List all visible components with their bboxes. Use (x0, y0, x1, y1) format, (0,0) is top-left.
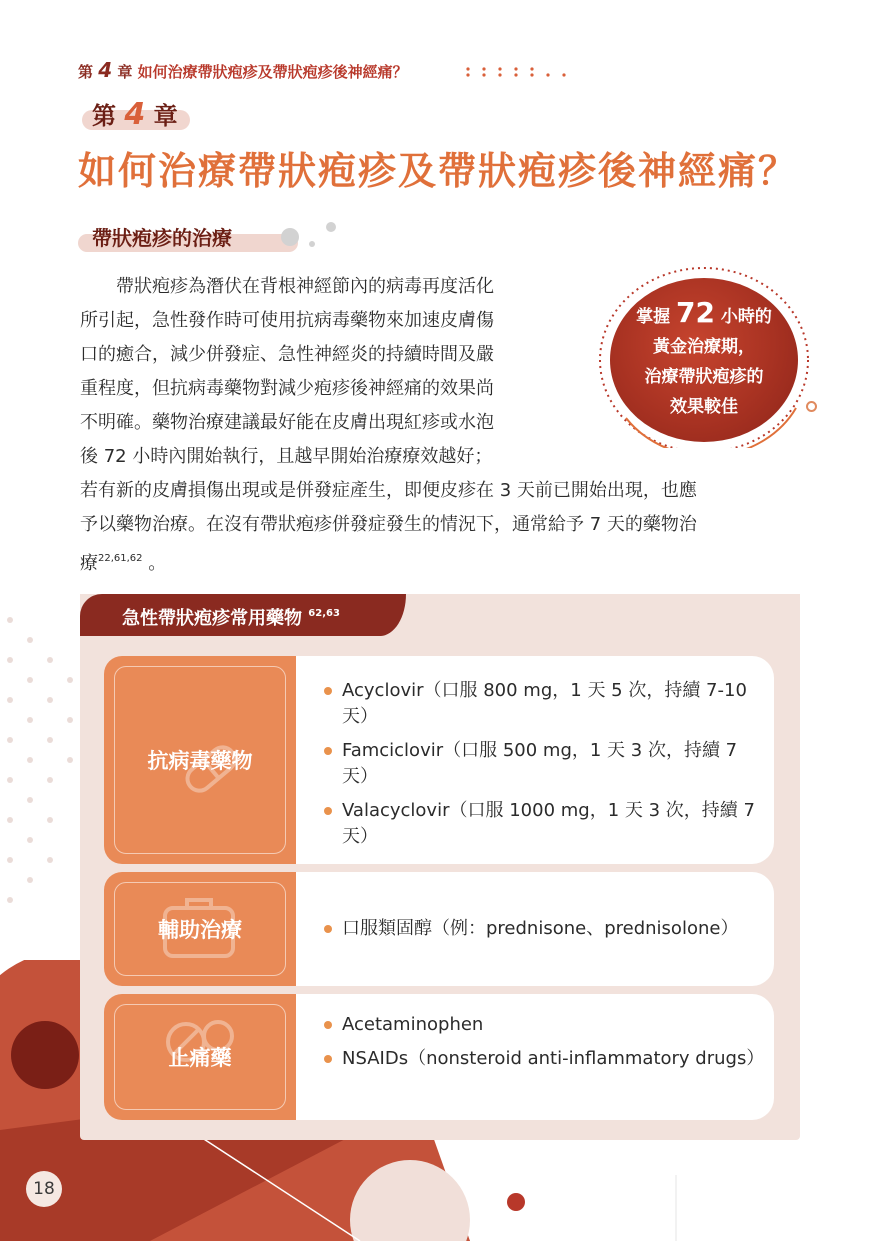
category-label: 止痛藥 (168, 1046, 232, 1070)
running-header-title: 如何治療帶狀疱疹及帶狀疱疹後神經痛？ (137, 63, 408, 81)
body-line: 帶狀疱疹為潛伏在背根神經節內的病毒再度活化 (116, 276, 494, 297)
medication-item: Acyclovir（口服 800 mg，1 天 5 次，持續 7-10 天） (322, 678, 760, 730)
decorative-dot (309, 241, 315, 247)
body-line: 所引起，急性發作時可使用抗病毒藥物來加速皮膚傷 (80, 310, 494, 331)
medication-row-antiviral (104, 656, 774, 864)
medication-list (296, 994, 774, 1120)
category-cell (104, 656, 296, 864)
medication-item: NSAIDs（nonsteroid anti-inflammatory drugs） (322, 1046, 760, 1072)
callout-text: 掌握 72 小時的 黃金治療期， 治療帶狀疱疹的 效果較佳 (636, 296, 772, 417)
page-number: 18 (26, 1171, 62, 1207)
medication-item: Acetaminophen (322, 1012, 760, 1038)
chapter-label: 第 4 章 (82, 96, 178, 132)
running-header (78, 58, 408, 82)
section-heading-text: 帶狀疱疹的治療 (92, 226, 232, 250)
medication-item: 口服類固醇（例：prednisone、prednisolone） (322, 916, 760, 942)
chapter-title: 如何治療帶狀疱疹及帶狀疱疹後神經痛？ (78, 149, 799, 193)
running-header-chapter: 第 4 章 (78, 58, 133, 82)
category-label: 抗病毒藥物 (147, 749, 253, 773)
citation-ref: 62,63 (308, 608, 340, 619)
decorative-dot (281, 228, 299, 246)
dot-pattern-decoration (0, 600, 90, 930)
body-line: 不明確。藥物治療建議最好能在皮膚出現紅疹或水泡 (80, 412, 494, 433)
medication-item: Valacyclovir（口服 1000 mg，1 天 3 次，持續 7 天） (322, 798, 760, 850)
medication-row-adjunct (104, 872, 774, 986)
ring-decoration (806, 401, 817, 412)
body-line: 予以藥物治療。在沒有帶狀疱疹併發症發生的情況下，通常給予 7 天的藥物治 (80, 514, 697, 535)
category-label: 輔助治療 (158, 918, 242, 942)
medication-item: Famciclovir（口服 500 mg，1 天 3 次，持續 7 天） (322, 738, 760, 790)
body-line: 後 72 小時內開始執行，且越早開始治療療效越好； (80, 446, 493, 467)
medication-list (296, 656, 774, 864)
body-line: 重程度，但抗病毒藥物對減少疱疹後神經痛的效果尚 (80, 378, 494, 399)
key-point-callout (596, 258, 816, 448)
body-line: 療$^{22,61,62}$ 。 (80, 553, 167, 574)
medication-row-analgesic (104, 994, 774, 1120)
body-line: 若有新的皮膚損傷出現或是併發症產生，即便皮疹在 3 天前已開始出現，也應 (80, 480, 697, 501)
category-cell (104, 872, 296, 986)
dotted-trail-decoration (462, 66, 572, 78)
decorative-dot (326, 222, 336, 232)
medication-panel-title: 急性帶狀疱疹常用藥物 $^{62,63}$ (122, 608, 340, 629)
body-line: 口的癒合，減少併發症、急性神經炎的持續時間及嚴 (80, 344, 494, 365)
medication-list (296, 872, 774, 986)
citation-ref: 22,61,62 (98, 553, 143, 564)
category-cell (104, 994, 296, 1120)
section-heading (78, 222, 308, 254)
